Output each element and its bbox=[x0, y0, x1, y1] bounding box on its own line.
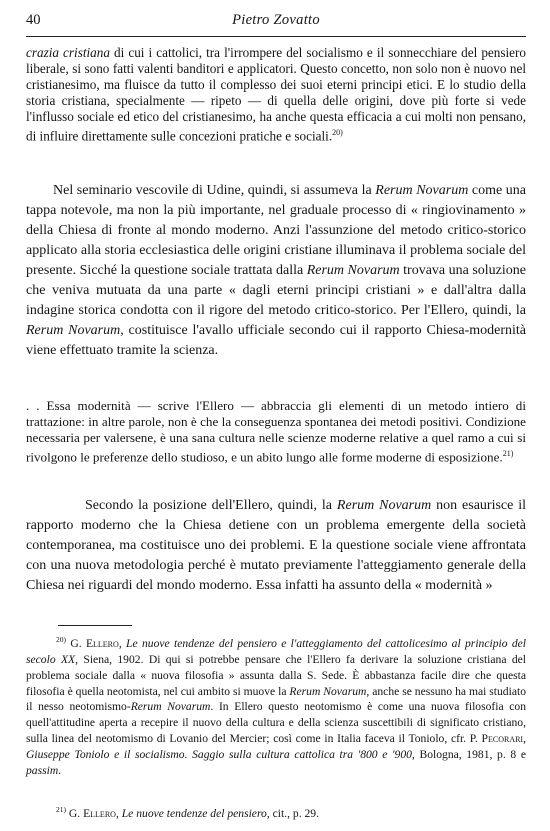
footnote-ref-20[interactable]: 20) bbox=[332, 127, 343, 137]
paragraph-continuation bbox=[26, 45, 526, 144]
text-span: . bbox=[58, 764, 62, 778]
quote-text: Essa modernità — scrive l'Ellero — abbraccia gli elementi di un metodo intiero di trattazione: in altre parole, non è che la conseguenza spontanea dei metodi positivi. Condizione necessaria per valersene, è una sana cultura nelle scienze moderne relative a quel ramo a cui si rivolgono le preferenze dello studioso, e un abito lungo alle forme moderne di esposizione. bbox=[26, 398, 526, 465]
text-span: . In Ellero questo neotomismo è come una nuova filosofia con quell'attitudine aperta a recepire il nuovo della cultura e della scienza suscettibili di significato cristiano, sulla linea del neotomismo di Lovanio del Mercier; così come in Italia faceva il Toniolo, cfr. P. bbox=[26, 700, 527, 746]
text-span: Secondo la posizione dell'Ellero, quindi, la bbox=[85, 498, 337, 513]
paragraph-seminary bbox=[26, 181, 526, 361]
footnote-author: Pecorari bbox=[481, 732, 524, 746]
italic-phrase: crazia cristiana bbox=[26, 45, 110, 60]
paragraph-position bbox=[26, 496, 526, 596]
footnote-number: 20) bbox=[56, 635, 66, 644]
text-span: , Bologna, 1981, p. 8 e bbox=[411, 748, 526, 762]
text-span: , bbox=[523, 732, 526, 746]
paragraph-text: di cui i cattolici, tra l'irrompere del socialismo e il sonnecchiare del pensiero liberale, si sono fatti valenti banditori e applicatori. Questo concetto, non solo non è nuovo nel cristianesimo, ma fluisce da tutto il complesso dei suoi eterni principi etici. E lo studio della storia cristiana, specialmente — ripeto — di quella delle origini, dove più forte si vede l'influsso sociale ed etico del cristianesimo, ha anche questa efficacia a cui molti non pensano, di influire direttamente sulle concezioni pratiche e sociali. bbox=[26, 45, 526, 143]
running-header bbox=[26, 12, 526, 34]
quote-marks: . . bbox=[26, 398, 40, 413]
page-number: 40 bbox=[26, 12, 41, 28]
text-span: , cit., p. 29. bbox=[266, 806, 319, 820]
italic-title: Rerum Novarum bbox=[375, 183, 469, 198]
header-rule bbox=[26, 36, 526, 37]
italic-title: Rerum Novarum bbox=[130, 700, 211, 714]
italic-title: Rerum Novarum bbox=[336, 498, 432, 513]
italic-title: Rerum Novarum bbox=[26, 323, 121, 338]
italic-word: passim bbox=[26, 764, 59, 778]
italic-title: Giuseppe Toniolo e il socialismo. Saggio sulla cultura cattolica tra '800 e '900 bbox=[26, 748, 412, 762]
block-quote bbox=[26, 398, 526, 465]
text-span: trovava una soluzione che veniva mutuata da una parte « dagli eterni principi cristiani » e dall'altra dalla indagine storica condotta con il rigore del metodo critico-storico. Per l'Ellero, quindi, la bbox=[26, 263, 527, 318]
text-span: come una tappa notevole, ma non la più importante, nel graduale processo di « ringiovinamento » della Chiesa di fronte al mondo moderno. Anzi l'assunzione del metodo critico-storico applicato alla storia ecclesiastica delle origini cristiane illuminava il problema sociale del presente. Sicché la questione sociale trattata dalla bbox=[26, 183, 527, 278]
footnote-rule bbox=[58, 625, 132, 626]
footnote-21 bbox=[26, 802, 526, 822]
text-span: , anche se nessuno ha mai studiato il nesso neotomismo- bbox=[26, 684, 526, 714]
text-span: , Siena, 1902. Di qui si potrebbe pensare che l'Ellero fa derivare la soluzione cristiana del problema sociale dalla « nuova filosofia » assunta dalla S. Sede. È abbastanza facile dire che questa filosofia è quella neotomista, nel cui ambito si muove la bbox=[26, 652, 527, 698]
footnote-title: Le nuove tendenze del pensiero e l'atteggiamento del cattolicesimo al principio del secolo XX bbox=[26, 636, 527, 666]
footnote-title: Le nuove tendenze del pensiero bbox=[121, 806, 267, 820]
footnote-author: G. Ellero bbox=[70, 636, 119, 650]
footnote-number: 21) bbox=[56, 805, 66, 814]
running-title: Pietro Zovatto bbox=[232, 12, 320, 28]
italic-title: Rerum Novarum bbox=[289, 684, 367, 698]
footnote-ref-21[interactable]: 21) bbox=[502, 448, 514, 458]
text-span: Nel seminario vescovile di Udine, quindi, si assumeva la bbox=[53, 183, 376, 198]
footnote-20 bbox=[26, 632, 526, 779]
text-span: , bbox=[118, 636, 127, 650]
text-span: , costituisce l'avallo ufficiale secondo cui il rapporto Chiesa-modernità viene effettuato tramite la scienza. bbox=[26, 323, 527, 358]
footnote-author: G. Ellero bbox=[68, 806, 116, 820]
text-span: , bbox=[115, 806, 122, 820]
text-span: non esaurisce il rapporto moderno che la Chiesa detiene con un problema emergente della società contemporanea, ma costituisce uno dei problemi. E la questione sociale viene affrontata con una nuova metodologia perché è mutato previamente l'atteggiamento generale della Chiesa nei riguardi del mondo moderno. Essa infatti ha assunto della « modernità » bbox=[26, 498, 527, 593]
italic-title: Rerum Novarum bbox=[306, 263, 400, 278]
